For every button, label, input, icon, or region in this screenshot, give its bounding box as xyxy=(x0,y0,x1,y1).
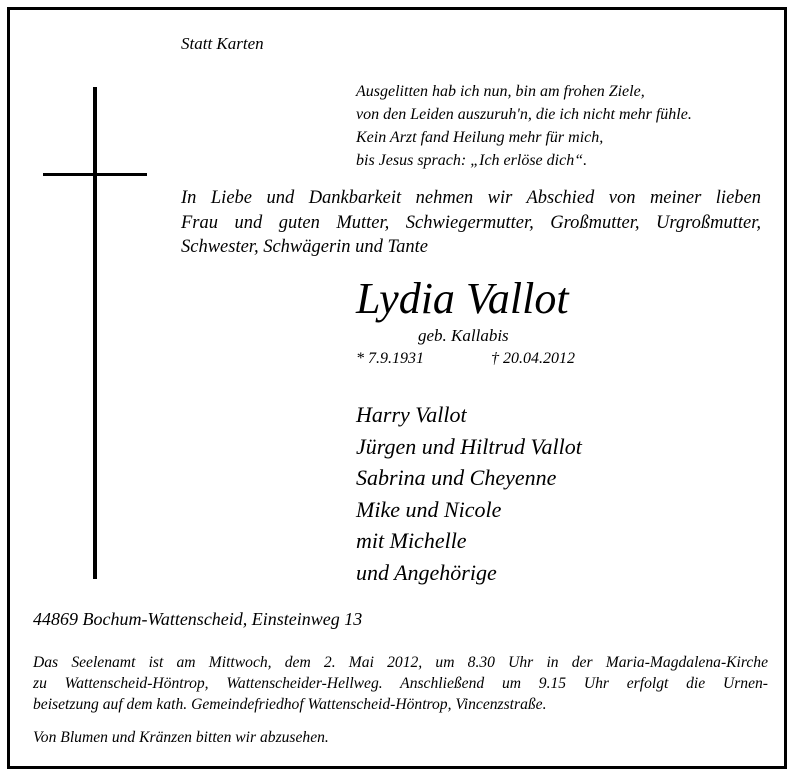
family-member: mit Michelle xyxy=(356,528,467,553)
family-member: Sabrina und Cheyenne xyxy=(356,465,557,490)
closing-note: Von Blumen und Kränzen bitten wir abzusehen. xyxy=(33,729,329,746)
poem-line: Ausgelitten hab ich nun, bin am frohen Ziele, xyxy=(356,83,645,100)
address: 44869 Bochum-Wattenscheid, Einsteinweg 13 xyxy=(33,609,363,629)
poem xyxy=(356,80,692,172)
family-member: Jürgen und Hiltrud Vallot xyxy=(356,433,582,459)
family-member: und Angehörige xyxy=(356,559,497,585)
family-list xyxy=(356,399,582,588)
funeral-info xyxy=(33,652,768,715)
death-date: † 20.04.2012 xyxy=(491,350,575,367)
poem-line: von den Leiden auszuruh'n, die ich nicht mehr fühle. xyxy=(356,106,692,123)
cross-icon-horizontal xyxy=(43,173,147,176)
intro-line: Frau und guten Mutter, Schwiegermutter, Großmutter, Urgroßmutter, xyxy=(181,212,761,233)
birth-date: * 7.9.1931 xyxy=(356,350,424,367)
family-member: Mike und Nicole xyxy=(356,496,502,522)
poem-line: bis Jesus sprach: „Ich erlöse dich“. xyxy=(356,152,588,169)
intro-text xyxy=(181,186,761,260)
intro-line: In Liebe und Dankbarkeit nehmen wir Abschied von meiner lieben xyxy=(181,188,761,208)
intro-line: Schwester, Schwägerin und Tante xyxy=(181,237,429,257)
cross-icon-vertical xyxy=(93,87,97,579)
funeral-line: Das Seelenamt ist am Mittwoch, dem 2. Mai 2012, um 8.30 Uhr in der Maria-Magdalena-Kirche xyxy=(33,654,768,671)
statt-karten-text: Statt Karten xyxy=(181,34,264,53)
poem-line: Kein Arzt fand Heilung mehr für mich, xyxy=(356,129,604,146)
deceased-name: Lydia Vallot xyxy=(356,274,569,323)
funeral-line: zu Wattenscheid-Höntrop, Wattenscheider-Hellweg. Anschließend um 9.15 Uhr erfolgt die Urnen- xyxy=(33,675,768,692)
family-member: Harry Vallot xyxy=(356,402,467,427)
funeral-line: beisetzung auf dem kath. Gemeindefriedhof Wattenscheid-Höntrop, Vincenzstraße. xyxy=(33,696,547,713)
birth-name: geb. Kallabis xyxy=(418,326,509,345)
